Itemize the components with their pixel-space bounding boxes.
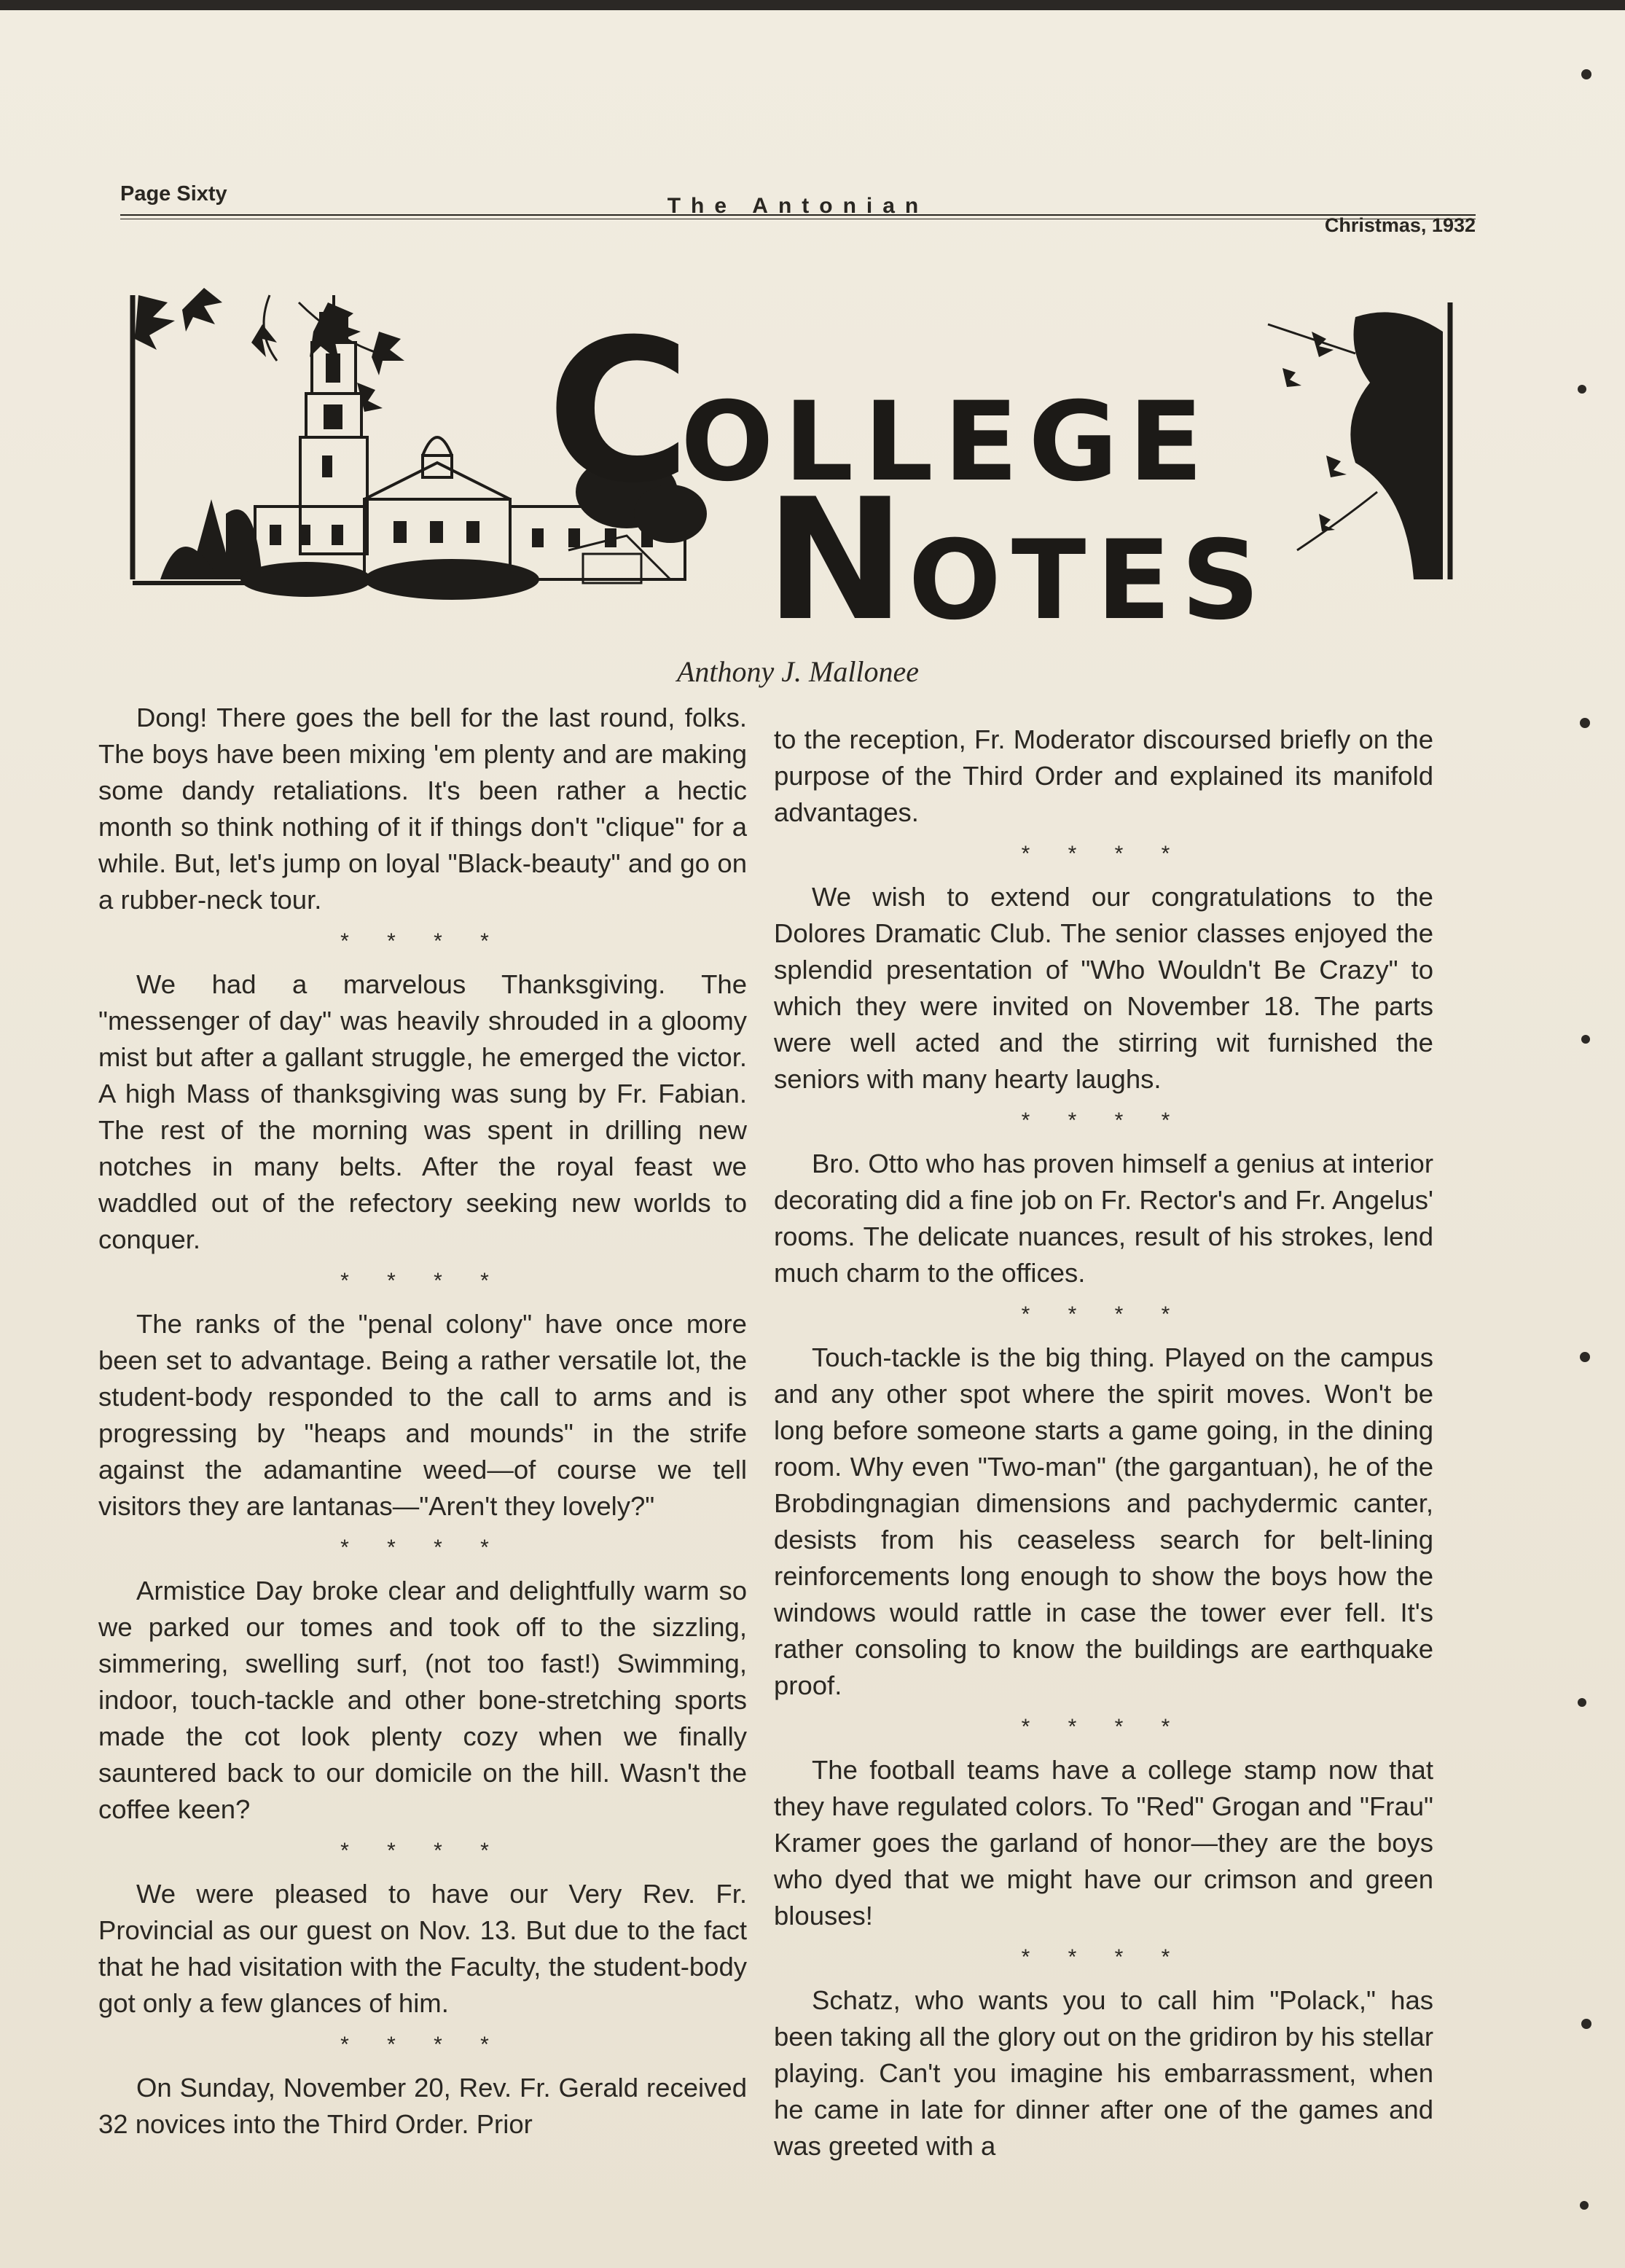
banner-initial-c: C [547,297,692,526]
left-paragraph-5: We were pleased to have our Very Rev. Fr. Provincial as our guest on Nov. 13. But due to the fact that he had visitation with the Faculty, the student-body got only a few glances of him. [98,1879,747,2018]
binding-hole-mark [1580,1352,1590,1362]
right-paragraph-4: Touch-tackle is the big thing. Played on the campus and any other spot where the spirit moves. Won't be long before someone starts a game going, in the dining room. Why even "Two-man" (the gargantuan), he of the Brobdingnagian dimensions and pachydermic canter, desists from his ceaseless search for belt-lining reinforcements long enough to show the boys how the windows would rattle in case the tower ever fell. It's rather consoling to know the buildings are earthquake proof. [774,1342,1433,1700]
right-paragraph-1: to the reception, Fr. Moderator discoursed briefly on the purpose of the Third Order and explained its manifold advantages. [774,724,1433,827]
binding-hole-mark [1581,2019,1591,2029]
binding-hole-mark [1580,2201,1589,2210]
page-number: Page Sixty [120,182,227,206]
left-paragraph-6: On Sunday, November 20, Rev. Fr. Gerald received 32 novices into the Third Order. Prior [98,2073,747,2139]
section-separator: * * * * [1021,1945,1186,1969]
scan-edge [0,0,1625,10]
binding-hole-mark [1581,1035,1590,1044]
right-column [774,722,1433,2165]
left-paragraph-2: We had a marvelous Thanksgiving. The "messenger of day" was heavily shrouded in a gloomy mist but after a gallant struggle, he emerged the victor. A high Mass of thanksgiving was sung by Fr. Fabian. The rest of the morning was spent in drilling new notches in many belts. After the royal feast we waddled out of the refectory seeking new worlds to conquer. [98,969,747,1254]
banner-word-ollege: OLLEGE [681,379,1213,506]
binding-hole-mark [1578,1698,1586,1707]
right-paragraph-6: Schatz, who wants you to call him "Polack," has been taking all the glory out on the gridiron by his stellar playing. Can't you imagine his embarrassment, when he came in late for dinner after one of the games and was greeted with a [774,1985,1433,2161]
section-separator: * * * * [340,1536,505,1560]
running-header [120,182,1476,236]
left-column [98,700,747,2143]
right-paragraph-5: The football teams have a college stamp now that they have regulated colors. To "Red" Grogan and "Frau" Kramer goes the garland of honor—they are the boys who dyed that we might have our crimson and green blouses! [774,1755,1433,1931]
banner-initial-n: N [765,464,909,658]
banner-word-otes: OTES [908,517,1270,644]
section-separator: * * * * [1021,1715,1186,1739]
college-notes-banner [117,273,1479,658]
right-paragraph-3: Bro. Otto who has proven himself a genius at interior decorating did a fine job on Fr. Rector's and Fr. Angelus' rooms. The delicate nuances, result of his strokes, lend much charm to the offices. [774,1149,1433,1288]
section-separator: * * * * [340,929,505,953]
header-rule [120,214,1476,216]
issue-date: Christmas, 1932 [1324,214,1476,236]
banner-title-line2 [765,464,1270,658]
section-separator: * * * * [340,1839,505,1863]
author-byline: Anthony J. Mallonee [676,655,920,688]
section-separator: * * * * [1021,1302,1186,1326]
right-paragraph-2: We wish to extend our congratulations to the Dolores Dramatic Club. The senior classes enjoyed the splendid presentation of "Who Wouldn't Be Crazy" to which they were invited on November 18. The parts were well acted and the stirring wit furnished the seniors with many hearty laughs. [774,882,1433,1094]
binding-hole-mark [1581,69,1591,79]
left-paragraph-3: The ranks of the "penal colony" have once more been set to advantage. Being a rather versatile lot, the student-body responded to the call to arms and is progressing by "heaps and mounds" in the strife against the adamantine weed—of course we tell visitors they are lantanas—"Aren't they lovely?" [98,1309,747,1521]
magazine-title: The Antonian [667,194,929,218]
binding-hole-mark [1580,718,1590,728]
section-separator: * * * * [340,2033,505,2057]
section-separator: * * * * [340,1269,505,1293]
section-separator: * * * * [1021,1108,1186,1133]
binding-hole-mark [1578,385,1586,394]
left-paragraph-4: Armistice Day broke clear and delightfully warm so we parked our tomes and took off to the sizzling, simmering, swelling surf, (not too fast!) Swimming, indoor, touch-tackle and other bone-stretching sports made the cot look plenty cozy when we finally sauntered back to our domicile on the hill. Wasn't the coffee keen? [98,1576,747,1824]
section-separator: * * * * [1021,842,1186,866]
left-paragraph-1: Dong! There goes the bell for the last round, folks. The boys have been mixing 'em plenty and are making some dandy retaliations. It's been rather a hectic month so think nothing of it if things don't "clique" for a while. But, let's jump on loyal "Black-beauty" and go on a rubber-neck tour. [98,703,747,915]
